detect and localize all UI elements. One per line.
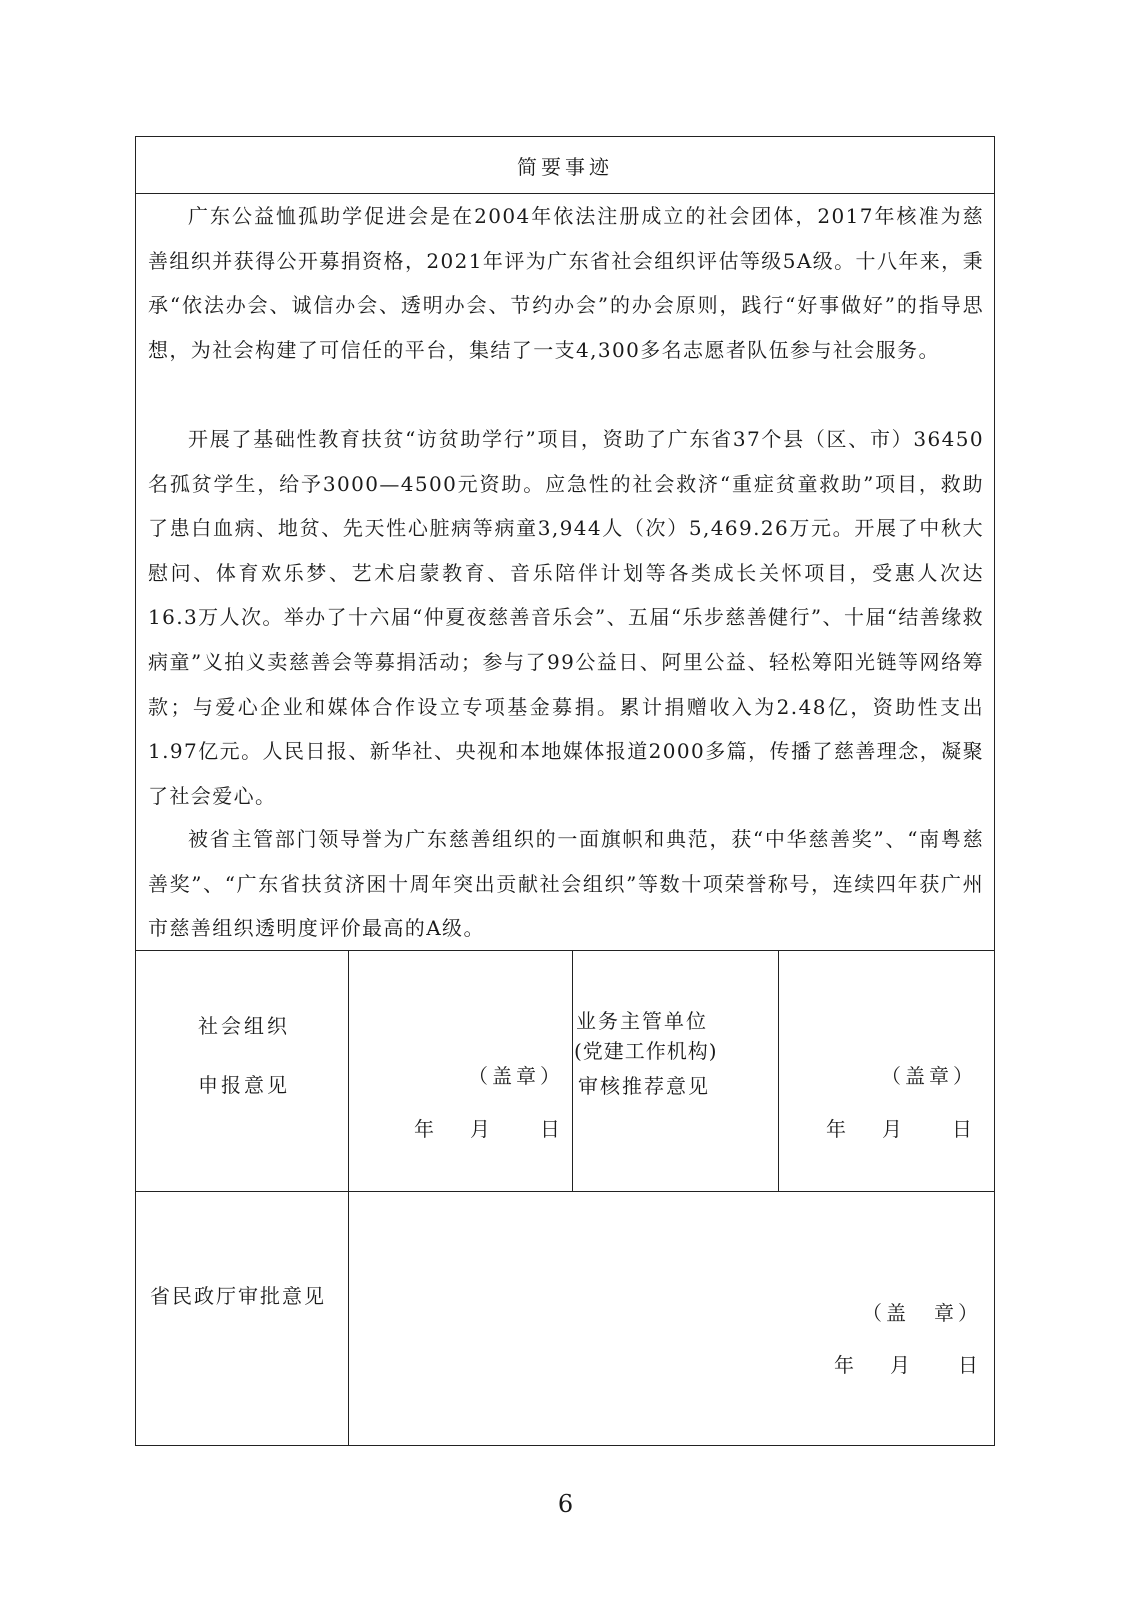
application-form-table bbox=[135, 136, 995, 1446]
page-number: 6 bbox=[557, 1490, 574, 1518]
supervisor-date bbox=[826, 1113, 972, 1142]
summary-paragraph-3: 被省主管部门领导誉为广东慈善组织的一面旗帜和典范，获“中华慈善奖”、“南粤慈善奖”、“广东省扶贫济困十周年突出贡献社会组织”等数十项荣誉称号，连续四年获广州市慈善组织透明度评价最高的A级。 bbox=[148, 827, 984, 941]
date-day: 日 bbox=[952, 1117, 972, 1141]
date-year: 年 bbox=[414, 1117, 434, 1141]
divider-opinions bbox=[136, 1191, 994, 1192]
civil-affairs-seal-placeholder: （盖 章） bbox=[862, 1301, 982, 1325]
summary-paragraph-1: 广东公益恤孤助学促进会是在2004年依法注册成立的社会团体，2017年核准为慈善组织并获得公开募捐资格，2021年评为广东省社会组织评估等级5A级。十八年来，秉承“依法办会、诚信办会、透明办会、节约办会”的办会原则，践行“好事做好”的指导思想，为社会构建了可信任的平台，集结了一支4,300多名志愿者队伍参与社会服务。 bbox=[148, 204, 984, 362]
org-seal-placeholder: （盖章） bbox=[468, 1064, 564, 1088]
date-year: 年 bbox=[826, 1117, 846, 1141]
date-month: 月 bbox=[890, 1353, 910, 1377]
supervisor-seal-placeholder: （盖章） bbox=[881, 1064, 977, 1088]
date-month: 月 bbox=[470, 1117, 490, 1141]
civil-affairs-label: 省民政厅审批意见 bbox=[150, 1284, 326, 1308]
divider-col-3 bbox=[778, 950, 779, 1191]
supervisor-label-1: 业务主管单位 bbox=[576, 1009, 708, 1033]
date-month: 月 bbox=[882, 1117, 902, 1141]
section-title: 简要事迹 bbox=[517, 154, 613, 179]
org-opinion-label-2: 申报意见 bbox=[198, 1073, 290, 1097]
date-year: 年 bbox=[834, 1353, 854, 1377]
org-opinion-label-1: 社会组织 bbox=[198, 1014, 290, 1038]
divider-col-2 bbox=[572, 950, 573, 1191]
supervisor-label-3: 审核推荐意见 bbox=[578, 1074, 710, 1098]
date-day: 日 bbox=[540, 1117, 560, 1141]
summary-paragraph-2: 开展了基础性教育扶贫“访贫助学行”项目，资助了广东省37个县（区、市）36450名孤贫学生，给予3000—4500元资助。应急性的社会救济“重症贫童救助”项目，救助了患白血病、地贫、先天性心脏病等病童3,944人（次）5,469.26万元。开展了中秋大慰问、体育欢乐梦、艺术启蒙教育、音乐陪伴计划等各类成长关怀项目，受惠人次达16.3万人次。举办了十六届“仲夏夜慈善音乐会”、五届“乐步慈善健行”、十届“结善缘救病童”义拍义卖慈善会等募捐活动；参与了99公益日、阿里公益、轻松筹阳光链等网络筹款；与爱心企业和媒体合作设立专项基金募捐。累计捐赠收入为2.48亿，资助性支出1.97亿元。人民日报、新华社、央视和本地媒体报道2000多篇，传播了慈善理念，凝聚了社会爱心。 bbox=[148, 427, 984, 808]
supervisor-label-2: (党建工作机构) bbox=[574, 1039, 718, 1063]
org-date bbox=[414, 1113, 560, 1142]
date-day: 日 bbox=[958, 1353, 978, 1377]
civil-affairs-date bbox=[834, 1349, 978, 1378]
divider-col-1 bbox=[348, 950, 349, 1445]
